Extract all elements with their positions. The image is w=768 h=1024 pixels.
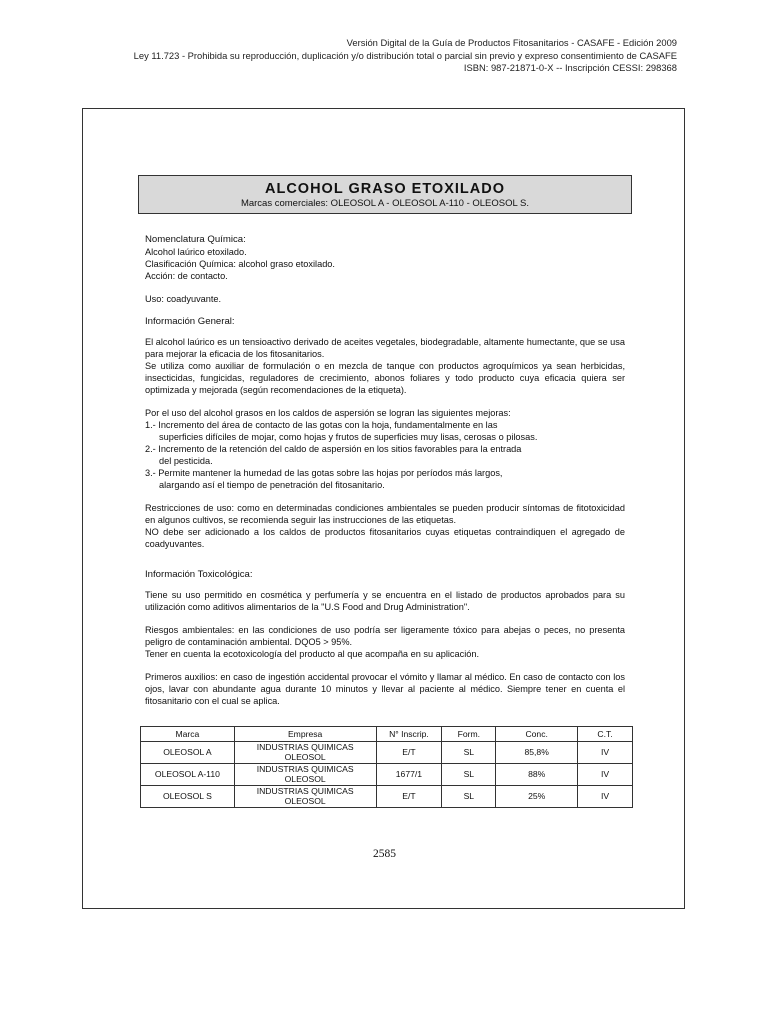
page-number: 2585 <box>373 848 396 860</box>
improvement-2: 2.- Incremento de la retención del caldo de aspersión en los sitios favorables para la entrada <box>145 444 522 454</box>
do-not-add-warning: NO debe ser adicionado a los caldos de productos fitosanitarios cuyas etiquetas contraindiquen el agregado de coadyuvantes. <box>145 527 625 549</box>
improvement-1-cont: superficies difíciles de mojar, como hojas y frutos de superficies muy lisas, cerosas o pilosas. <box>159 432 538 442</box>
brand-cell: OLEOSOL A <box>141 742 235 764</box>
header-copyright-line: Ley 11.723 - Prohibida su reproducción, duplicación y/o distribución total o parcial sin previo y expreso consentimiento de CASAFE <box>133 49 677 61</box>
registration-cell: E/T <box>376 786 442 808</box>
toxicity-class-cell: IV <box>578 786 633 808</box>
improvement-2-cont: del pesticida. <box>159 456 213 466</box>
toxicity-class-cell: IV <box>578 742 633 764</box>
toxicity-class-cell: IV <box>578 764 633 786</box>
toxicology-heading: Información Toxicológica: <box>145 569 253 580</box>
toxicology-paragraph: Tiene su uso permitido en cosmética y perfumería y se encuentra en el listado de productos aprobados para su utilización como aditivos alimentarios de la "U.S Food and Drug Administration". <box>145 590 625 612</box>
ecotoxicology-note: Tener en cuenta la ecotoxicología del producto al que acompaña en su aplicación. <box>145 649 480 659</box>
use-restrictions: Restricciones de uso: como en determinadas condiciones ambientales se pueden producir síntomas de fitotoxicidad en algunos cultivos, se recomienda seguir las instrucciones de las etiquetas. <box>145 503 625 525</box>
header-edition-line: Versión Digital de la Guía de Productos Fitosanitarios - CASAFE - Edición 2009 <box>346 37 677 48</box>
column-header-registration: N° Inscrip. <box>376 727 442 742</box>
page-header <box>37 37 677 75</box>
general-info-paragraph-1: El alcohol laúrico es un tensioactivo derivado de aceites vegetales, biodegradable, altamente humectante, que se usa para mejorar la eficacia de los fitosanitarios. <box>145 337 625 359</box>
nomenclature-heading: Nomenclatura Química: <box>145 234 246 245</box>
product-title: ALCOHOL GRASO ETOXILADO <box>265 181 505 197</box>
company-cell: INDUSTRIAS QUIMICAS OLEOSOL <box>234 786 376 808</box>
chemical-name: Alcohol laúrico etoxilado. <box>145 247 247 257</box>
improvement-3: 3.- Permite mantener la humedad de las gotas sobre las hojas por períodos más largos, <box>145 468 503 478</box>
table-row <box>141 764 633 786</box>
first-aid: Primeros auxilios: en caso de ingestión accidental provocar el vómito y llamar al médico. En caso de contacto con los ojos, lavar con abundante agua durante 10 minutos y llevar al paciente al médico. Siempre tener en cuenta el fitosanitario con el cual se aplica. <box>145 672 625 706</box>
monograph-content <box>145 234 625 707</box>
column-header-concentration: Conc. <box>496 727 578 742</box>
concentration-cell: 85,8% <box>496 742 578 764</box>
table-header-row <box>141 727 633 742</box>
general-info-heading: Información General: <box>145 316 235 327</box>
brand-names: Marcas comerciales: OLEOSOL A - OLEOSOL A-110 - OLEOSOL S. <box>240 198 530 209</box>
concentration-cell: 88% <box>496 764 578 786</box>
title-box <box>138 175 632 214</box>
column-header-formulation: Form. <box>442 727 496 742</box>
improvement-3-cont: alargando así el tiempo de penetración del fitosanitario. <box>159 480 385 490</box>
company-cell: INDUSTRIAS QUIMICAS OLEOSOL <box>234 764 376 786</box>
formulation-cell: SL <box>442 786 496 808</box>
company-cell: INDUSTRIAS QUIMICAS OLEOSOL <box>234 742 376 764</box>
chemical-classification: Clasificación Química: alcohol graso etoxilado. <box>145 259 335 269</box>
column-header-brand: Marca <box>141 727 235 742</box>
environmental-risks: Riesgos ambientales: en las condiciones de uso podría ser ligeramente tóxico para abejas o peces, no presenta peligro de contaminación ambiental. DQO5 > 95%. <box>145 625 625 647</box>
use-type: Uso: coadyuvante. <box>145 294 222 304</box>
registration-cell: 1677/1 <box>376 764 442 786</box>
improvement-1: 1.- Incremento del área de contacto de las gotas con la hoja, fundamentalmente en las <box>145 420 498 430</box>
column-header-company: Empresa <box>234 727 376 742</box>
registered-brands-table <box>140 726 633 808</box>
general-info-paragraph-2: Se utiliza como auxiliar de formulación o en mezcla de tanque con productos agroquímicos ya sean herbicidas, insecticidas, fungicidas, reguladores de crecimiento, abonos foliares y todo producto cuya eficacia quiera ser optimizada y mejorada (según recomendaciones de la etiqueta). <box>145 361 625 395</box>
document-frame <box>82 108 685 909</box>
brand-cell: OLEOSOL S <box>141 786 235 808</box>
table-row <box>141 742 633 764</box>
improvements-intro: Por el uso del alcohol grasos en los caldos de aspersión se logran las siguientes mejoras: <box>145 408 511 418</box>
column-header-toxicity-class: C.T. <box>578 727 633 742</box>
header-isbn-line: ISBN: 987-21871-0-X -- Inscripción CESSI: 298368 <box>463 62 677 73</box>
formulation-cell: SL <box>442 764 496 786</box>
table-row <box>141 786 633 808</box>
registration-cell: E/T <box>376 742 442 764</box>
concentration-cell: 25% <box>496 786 578 808</box>
formulation-cell: SL <box>442 742 496 764</box>
action-type: Acción: de contacto. <box>145 271 228 281</box>
brand-cell: OLEOSOL A-110 <box>141 764 235 786</box>
